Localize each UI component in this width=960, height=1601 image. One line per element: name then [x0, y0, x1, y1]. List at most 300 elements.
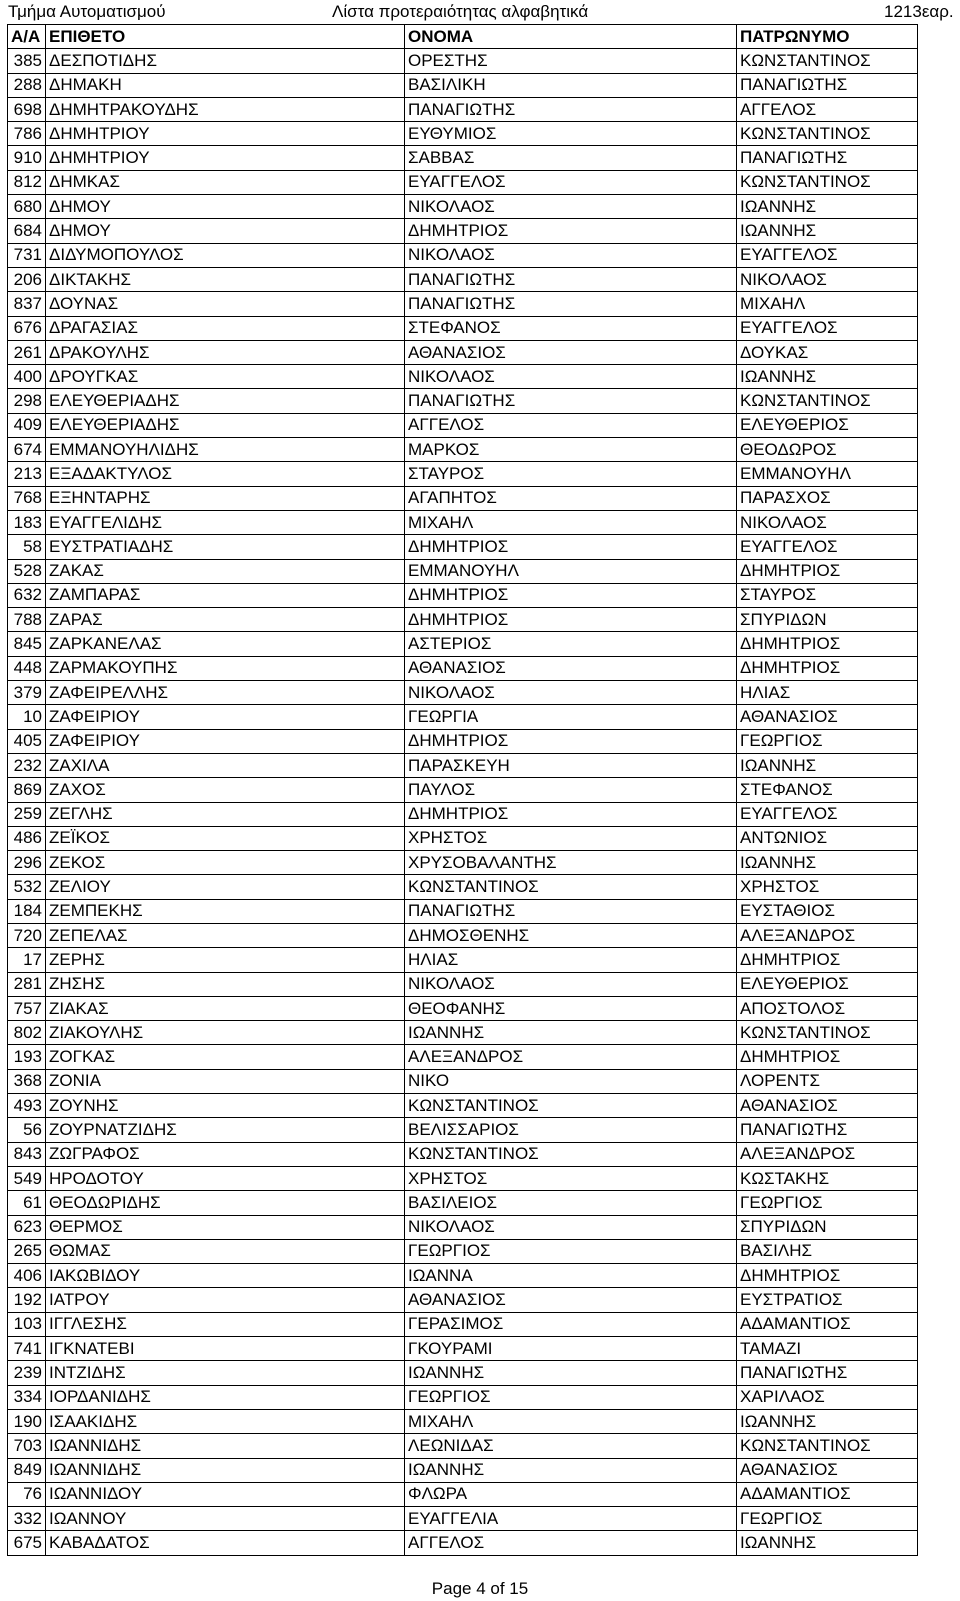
column-header-surname: ΕΠΙΘΕΤΟ	[46, 25, 405, 49]
cell-fathers-name: ΕΥΑΓΓΕΛΟΣ	[737, 243, 918, 267]
cell-name: ΒΑΣΙΛΙΚΗ	[405, 73, 737, 97]
cell-id: 76	[8, 1482, 46, 1506]
cell-fathers-name: ΧΑΡΙΛΑΟΣ	[737, 1385, 918, 1409]
cell-name: ΦΛΩΡΑ	[405, 1482, 737, 1506]
cell-surname: ΕΛΕΥΘΕΡΙΑΔΗΣ	[46, 413, 405, 437]
table-row	[8, 1215, 918, 1239]
cell-surname: ΖΑΡΑΣ	[46, 608, 405, 632]
table-row	[8, 292, 918, 316]
table-row	[8, 899, 918, 923]
cell-surname: ΔΗΜΟΥ	[46, 195, 405, 219]
cell-surname: ΘΩΜΑΣ	[46, 1239, 405, 1263]
cell-id: 409	[8, 413, 46, 437]
cell-name: ΝΙΚΟΛΑΟΣ	[405, 195, 737, 219]
cell-fathers-name: ΕΥΑΓΓΕΛΟΣ	[737, 316, 918, 340]
cell-surname: ΖΟΥΝΗΣ	[46, 1094, 405, 1118]
table-row	[8, 559, 918, 583]
cell-fathers-name: ΔΗΜΗΤΡΙΟΣ	[737, 559, 918, 583]
cell-surname: ΔΟΥΝΑΣ	[46, 292, 405, 316]
cell-id: 184	[8, 899, 46, 923]
cell-surname: ΔΗΜΑΚΗ	[46, 73, 405, 97]
cell-id: 368	[8, 1069, 46, 1093]
cell-surname: ΕΜΜΑΝΟΥΗΛΙΔΗΣ	[46, 438, 405, 462]
table-row	[8, 170, 918, 194]
table-row	[8, 340, 918, 364]
cell-name: ΚΩΝΣΤΑΝΤΙΝΟΣ	[405, 875, 737, 899]
cell-id: 190	[8, 1409, 46, 1433]
cell-surname: ΖΑΦΕΙΡΙΟΥ	[46, 705, 405, 729]
cell-id: 288	[8, 73, 46, 97]
cell-fathers-name: ΑΛΕΞΑΝΔΡΟΣ	[737, 923, 918, 947]
cell-fathers-name: ΜΙΧΑΗΛ	[737, 292, 918, 316]
cell-surname: ΖΑΦΕΙΡΙΟΥ	[46, 729, 405, 753]
cell-name: ΠΑΝΑΓΙΩΤΗΣ	[405, 97, 737, 121]
cell-surname: ΙΩΑΝΝΟΥ	[46, 1507, 405, 1531]
cell-surname: ΖΙΑΚΟΥΛΗΣ	[46, 1021, 405, 1045]
priority-list-table	[7, 24, 918, 1556]
cell-fathers-name: ΙΩΑΝΝΗΣ	[737, 1409, 918, 1433]
cell-fathers-name: ΝΙΚΟΛΑΟΣ	[737, 510, 918, 534]
cell-name: ΓΕΩΡΓΙΟΣ	[405, 1239, 737, 1263]
table-row	[8, 1069, 918, 1093]
cell-fathers-name: ΧΡΗΣΤΟΣ	[737, 875, 918, 899]
cell-name: ΕΥΘΥΜΙΟΣ	[405, 122, 737, 146]
cell-name: ΔΗΜΗΤΡΙΟΣ	[405, 802, 737, 826]
cell-id: 757	[8, 996, 46, 1020]
cell-name: ΙΩΑΝΝΗΣ	[405, 1021, 737, 1045]
cell-surname: ΔΗΜΗΤΡΙΟΥ	[46, 146, 405, 170]
cell-name: ΠΑΝΑΓΙΩΤΗΣ	[405, 292, 737, 316]
cell-fathers-name: ΓΕΩΡΓΙΟΣ	[737, 729, 918, 753]
cell-surname: ΖΕΛΙΟΥ	[46, 875, 405, 899]
table-row	[8, 195, 918, 219]
cell-fathers-name: ΕΥΑΓΓΕΛΟΣ	[737, 535, 918, 559]
cell-surname: ΔΙΚΤΑΚΗΣ	[46, 267, 405, 291]
cell-surname: ΙΣΑΑΚΙΔΗΣ	[46, 1409, 405, 1433]
cell-id: 532	[8, 875, 46, 899]
cell-name: ΑΓΓΕΛΟΣ	[405, 413, 737, 437]
document-title: Λίστα προτεραιότητας αλφαβητικά	[332, 2, 589, 21]
cell-fathers-name: ΑΝΤΩΝΙΟΣ	[737, 826, 918, 850]
cell-fathers-name: ΕΥΣΤΡΑΤΙΟΣ	[737, 1288, 918, 1312]
cell-id: 193	[8, 1045, 46, 1069]
cell-id: 731	[8, 243, 46, 267]
cell-name: ΟΡΕΣΤΗΣ	[405, 49, 737, 73]
cell-fathers-name: ΑΔΑΜΑΝΤΙΟΣ	[737, 1482, 918, 1506]
cell-name: ΓΕΩΡΓΙΟΣ	[405, 1385, 737, 1409]
table-row	[8, 1434, 918, 1458]
cell-name: ΠΑΝΑΓΙΩΤΗΣ	[405, 267, 737, 291]
cell-fathers-name: ΕΛΕΥΘΕΡΙΟΣ	[737, 413, 918, 437]
cell-fathers-name: ΣΠΥΡΙΔΩΝ	[737, 608, 918, 632]
cell-fathers-name: ΕΥΑΓΓΕΛΟΣ	[737, 802, 918, 826]
cell-id: 334	[8, 1385, 46, 1409]
table-row	[8, 1288, 918, 1312]
cell-name: ΓΕΩΡΓΙΑ	[405, 705, 737, 729]
cell-id: 528	[8, 559, 46, 583]
cell-fathers-name: ΔΗΜΗΤΡΙΟΣ	[737, 1264, 918, 1288]
cell-fathers-name: ΙΩΑΝΝΗΣ	[737, 1531, 918, 1555]
cell-name: ΑΓΑΠΗΤΟΣ	[405, 486, 737, 510]
table-row	[8, 851, 918, 875]
cell-id: 10	[8, 705, 46, 729]
table-row	[8, 1482, 918, 1506]
table-row	[8, 1531, 918, 1555]
cell-surname: ΖΕΡΗΣ	[46, 948, 405, 972]
table-body	[8, 49, 918, 1555]
cell-fathers-name: ΚΩΣΤΑΚΗΣ	[737, 1166, 918, 1190]
table-row	[8, 1312, 918, 1336]
table-row	[8, 753, 918, 777]
cell-name: ΕΥΑΓΓΕΛΟΣ	[405, 170, 737, 194]
table-row	[8, 632, 918, 656]
table-row	[8, 1166, 918, 1190]
table-row	[8, 1507, 918, 1531]
cell-name: ΓΕΡΑΣΙΜΟΣ	[405, 1312, 737, 1336]
cell-id: 676	[8, 316, 46, 340]
cell-name: ΜΑΡΚΟΣ	[405, 438, 737, 462]
cell-id: 675	[8, 1531, 46, 1555]
cell-name: ΠΑΝΑΓΙΩΤΗΣ	[405, 899, 737, 923]
cell-id: 385	[8, 49, 46, 73]
cell-surname: ΖΑΦΕΙΡΕΛΛΗΣ	[46, 681, 405, 705]
cell-name: ΙΩΑΝΝΗΣ	[405, 1458, 737, 1482]
cell-id: 869	[8, 778, 46, 802]
cell-name: ΑΘΑΝΑΣΙΟΣ	[405, 656, 737, 680]
cell-fathers-name: ΣΠΥΡΙΔΩΝ	[737, 1215, 918, 1239]
table-row	[8, 972, 918, 996]
cell-surname: ΖΑΡΚΑΝΕΛΑΣ	[46, 632, 405, 656]
cell-id: 788	[8, 608, 46, 632]
cell-fathers-name: ΣΤΕΦΑΝΟΣ	[737, 778, 918, 802]
cell-id: 332	[8, 1507, 46, 1531]
table-row	[8, 1264, 918, 1288]
table-row	[8, 1409, 918, 1433]
cell-fathers-name: ΗΛΙΑΣ	[737, 681, 918, 705]
cell-id: 703	[8, 1434, 46, 1458]
cell-name: ΘΕΟΦΑΝΗΣ	[405, 996, 737, 1020]
cell-fathers-name: ΔΗΜΗΤΡΙΟΣ	[737, 656, 918, 680]
cell-id: 206	[8, 267, 46, 291]
cell-fathers-name: ΚΩΝΣΤΑΝΤΙΝΟΣ	[737, 49, 918, 73]
cell-name: ΧΡΗΣΤΟΣ	[405, 826, 737, 850]
cell-surname: ΙΓΓΛΕΣΗΣ	[46, 1312, 405, 1336]
table-row	[8, 1191, 918, 1215]
cell-id: 56	[8, 1118, 46, 1142]
cell-id: 61	[8, 1191, 46, 1215]
table-row	[8, 802, 918, 826]
table-row	[8, 1045, 918, 1069]
cell-name: ΔΗΜΗΤΡΙΟΣ	[405, 583, 737, 607]
cell-surname: ΔΗΜΟΥ	[46, 219, 405, 243]
cell-id: 183	[8, 510, 46, 534]
cell-id: 802	[8, 1021, 46, 1045]
cell-surname: ΖΕΠΕΛΑΣ	[46, 923, 405, 947]
cell-id: 58	[8, 535, 46, 559]
cell-surname: ΕΞΑΔΑΚΤΥΛΟΣ	[46, 462, 405, 486]
cell-fathers-name: ΑΔΑΜΑΝΤΙΟΣ	[737, 1312, 918, 1336]
cell-surname: ΖΑΜΠΑΡΑΣ	[46, 583, 405, 607]
cell-surname: ΖΑΡΜΑΚΟΥΠΗΣ	[46, 656, 405, 680]
cell-id: 623	[8, 1215, 46, 1239]
cell-name: ΧΡΥΣΟΒΑΛΑΝΤΗΣ	[405, 851, 737, 875]
page-header	[0, 0, 960, 24]
cell-fathers-name: ΚΩΝΣΤΑΝΤΙΝΟΣ	[737, 170, 918, 194]
table-row	[8, 316, 918, 340]
table-row	[8, 923, 918, 947]
cell-id: 379	[8, 681, 46, 705]
cell-surname: ΖΕΓΛΗΣ	[46, 802, 405, 826]
cell-id: 281	[8, 972, 46, 996]
table-row	[8, 705, 918, 729]
table-row	[8, 1458, 918, 1482]
cell-fathers-name: ΑΠΟΣΤΟΛΟΣ	[737, 996, 918, 1020]
cell-id: 680	[8, 195, 46, 219]
table-row	[8, 73, 918, 97]
cell-name: ΝΙΚΟΛΑΟΣ	[405, 681, 737, 705]
cell-name: ΒΕΛΙΣΣΑΡΙΟΣ	[405, 1118, 737, 1142]
cell-fathers-name: ΚΩΝΣΤΑΝΤΙΝΟΣ	[737, 1434, 918, 1458]
cell-fathers-name: ΚΩΝΣΤΑΝΤΙΝΟΣ	[737, 1021, 918, 1045]
cell-name: ΓΚΟΥΡΑΜΙ	[405, 1337, 737, 1361]
cell-surname: ΙΩΑΝΝΙΔΟΥ	[46, 1482, 405, 1506]
cell-id: 103	[8, 1312, 46, 1336]
cell-fathers-name: ΒΑΣΙΛΗΣ	[737, 1239, 918, 1263]
cell-fathers-name: ΑΛΕΞΑΝΔΡΟΣ	[737, 1142, 918, 1166]
cell-fathers-name: ΘΕΟΔΩΡΟΣ	[737, 438, 918, 462]
cell-id: 213	[8, 462, 46, 486]
cell-surname: ΖΕΚΟΣ	[46, 851, 405, 875]
table-row	[8, 122, 918, 146]
table-row	[8, 1385, 918, 1409]
table-row	[8, 583, 918, 607]
cell-name: ΕΥΑΓΓΕΛΙΑ	[405, 1507, 737, 1531]
cell-name: ΠΑΝΑΓΙΩΤΗΣ	[405, 389, 737, 413]
cell-id: 400	[8, 365, 46, 389]
cell-fathers-name: ΔΗΜΗΤΡΙΟΣ	[737, 632, 918, 656]
table-row	[8, 948, 918, 972]
cell-fathers-name: ΙΩΑΝΝΗΣ	[737, 195, 918, 219]
cell-fathers-name: ΠΑΝΑΓΙΩΤΗΣ	[737, 146, 918, 170]
cell-surname: ΔΗΜΗΤΡΑΚΟΥΔΗΣ	[46, 97, 405, 121]
cell-id: 684	[8, 219, 46, 243]
table-row	[8, 267, 918, 291]
table-row	[8, 1118, 918, 1142]
cell-fathers-name: ΔΗΜΗΤΡΙΟΣ	[737, 1045, 918, 1069]
cell-surname: ΖΑΧΟΣ	[46, 778, 405, 802]
cell-name: ΚΩΝΣΤΑΝΤΙΝΟΣ	[405, 1094, 737, 1118]
cell-surname: ΘΕΡΜΟΣ	[46, 1215, 405, 1239]
table-row	[8, 535, 918, 559]
cell-name: ΕΜΜΑΝΟΥΗΛ	[405, 559, 737, 583]
cell-id: 259	[8, 802, 46, 826]
column-header-name: ΟΝΟΜΑ	[405, 25, 737, 49]
table-row	[8, 1337, 918, 1361]
cell-fathers-name: ΕΜΜΑΝΟΥΗΛ	[737, 462, 918, 486]
cell-surname: ΕΛΕΥΘΕΡΙΑΔΗΣ	[46, 389, 405, 413]
cell-surname: ΖΙΑΚΑΣ	[46, 996, 405, 1020]
cell-fathers-name: ΠΑΝΑΓΙΩΤΗΣ	[737, 1361, 918, 1385]
cell-id: 239	[8, 1361, 46, 1385]
cell-fathers-name: ΕΥΣΤΑΘΙΟΣ	[737, 899, 918, 923]
table-row	[8, 462, 918, 486]
cell-id: 486	[8, 826, 46, 850]
cell-fathers-name: ΚΩΝΣΤΑΝΤΙΝΟΣ	[737, 122, 918, 146]
cell-name: ΧΡΗΣΤΟΣ	[405, 1166, 737, 1190]
cell-name: ΚΩΝΣΤΑΝΤΙΝΟΣ	[405, 1142, 737, 1166]
cell-id: 549	[8, 1166, 46, 1190]
cell-surname: ΖΟΝΙΑ	[46, 1069, 405, 1093]
cell-fathers-name: ΑΘΑΝΑΣΙΟΣ	[737, 1458, 918, 1482]
cell-surname: ΙΟΡΔΑΝΙΔΗΣ	[46, 1385, 405, 1409]
cell-name: ΣΤΑΥΡΟΣ	[405, 462, 737, 486]
table-row	[8, 1361, 918, 1385]
cell-id: 405	[8, 729, 46, 753]
table-row	[8, 875, 918, 899]
cell-fathers-name: ΔΗΜΗΤΡΙΟΣ	[737, 948, 918, 972]
cell-name: ΑΓΓΕΛΟΣ	[405, 1531, 737, 1555]
cell-surname: ΙΑΤΡΟΥ	[46, 1288, 405, 1312]
cell-id: 786	[8, 122, 46, 146]
cell-fathers-name: ΙΩΑΝΝΗΣ	[737, 365, 918, 389]
cell-fathers-name: ΠΑΡΑΣΧΟΣ	[737, 486, 918, 510]
cell-id: 261	[8, 340, 46, 364]
page-number: Page 4 of 15	[431, 1579, 529, 1598]
cell-surname: ΔΡΟΥΓΚΑΣ	[46, 365, 405, 389]
table-row	[8, 510, 918, 534]
cell-id: 265	[8, 1239, 46, 1263]
cell-id: 845	[8, 632, 46, 656]
cell-surname: ΕΥΣΤΡΑΤΙΑΔΗΣ	[46, 535, 405, 559]
cell-surname: ΔΙΔΥΜΟΠΟΥΛΟΣ	[46, 243, 405, 267]
record-count: 1213εαρ.	[884, 2, 954, 21]
cell-surname: ΔΡΑΚΟΥΛΗΣ	[46, 340, 405, 364]
table-row	[8, 219, 918, 243]
cell-id: 674	[8, 438, 46, 462]
cell-fathers-name: ΑΘΑΝΑΣΙΟΣ	[737, 705, 918, 729]
cell-name: ΔΗΜΗΤΡΙΟΣ	[405, 535, 737, 559]
cell-name: ΠΑΡΑΣΚΕΥΗ	[405, 753, 737, 777]
table-row	[8, 389, 918, 413]
cell-surname: ΖΕΜΠΕΚΗΣ	[46, 899, 405, 923]
cell-surname: ΔΗΜΚΑΣ	[46, 170, 405, 194]
cell-surname: ΗΡΟΔΟΤΟΥ	[46, 1166, 405, 1190]
cell-id: 698	[8, 97, 46, 121]
cell-name: ΝΙΚΟΛΑΟΣ	[405, 1215, 737, 1239]
table-row	[8, 413, 918, 437]
page-footer	[0, 1578, 960, 1600]
cell-surname: ΘΕΟΔΩΡΙΔΗΣ	[46, 1191, 405, 1215]
cell-name: ΑΣΤΕΡΙΟΣ	[405, 632, 737, 656]
cell-surname: ΔΗΜΗΤΡΙΟΥ	[46, 122, 405, 146]
cell-surname: ΚΑΒΑΔΑΤΟΣ	[46, 1531, 405, 1555]
cell-name: ΛΕΩΝΙΔΑΣ	[405, 1434, 737, 1458]
table-row	[8, 1142, 918, 1166]
cell-name: ΔΗΜΗΤΡΙΟΣ	[405, 219, 737, 243]
table-row	[8, 1021, 918, 1045]
cell-fathers-name: ΑΓΓΕΛΟΣ	[737, 97, 918, 121]
cell-id: 17	[8, 948, 46, 972]
table-row	[8, 97, 918, 121]
cell-surname: ΙΝΤΖΙΔΗΣ	[46, 1361, 405, 1385]
cell-name: ΣΑΒΒΑΣ	[405, 146, 737, 170]
cell-surname: ΖΕΪΚΟΣ	[46, 826, 405, 850]
cell-id: 296	[8, 851, 46, 875]
cell-name: ΑΘΑΝΑΣΙΟΣ	[405, 1288, 737, 1312]
cell-surname: ΔΕΣΠΟΤΙΔΗΣ	[46, 49, 405, 73]
cell-name: ΙΩΑΝΝΑ	[405, 1264, 737, 1288]
table-row	[8, 681, 918, 705]
cell-id: 768	[8, 486, 46, 510]
cell-fathers-name: ΣΤΑΥΡΟΣ	[737, 583, 918, 607]
column-header-id: Α/Α	[8, 25, 46, 49]
table-row	[8, 1239, 918, 1263]
cell-fathers-name: ΚΩΝΣΤΑΝΤΙΝΟΣ	[737, 389, 918, 413]
cell-name: ΑΛΕΞΑΝΔΡΟΣ	[405, 1045, 737, 1069]
cell-surname: ΖΑΧΙΛΑ	[46, 753, 405, 777]
cell-name: ΜΙΧΑΗΛ	[405, 1409, 737, 1433]
cell-fathers-name: ΤΑΜΑΖΙ	[737, 1337, 918, 1361]
table-row	[8, 996, 918, 1020]
cell-id: 741	[8, 1337, 46, 1361]
cell-name: ΝΙΚΟΛΑΟΣ	[405, 243, 737, 267]
table-row	[8, 778, 918, 802]
cell-surname: ΖΗΣΗΣ	[46, 972, 405, 996]
cell-fathers-name: ΙΩΑΝΝΗΣ	[737, 851, 918, 875]
cell-name: ΜΙΧΑΗΛ	[405, 510, 737, 534]
cell-fathers-name: ΠΑΝΑΓΙΩΤΗΣ	[737, 73, 918, 97]
cell-surname: ΙΩΑΝΝΙΔΗΣ	[46, 1458, 405, 1482]
cell-fathers-name: ΝΙΚΟΛΑΟΣ	[737, 267, 918, 291]
table-row	[8, 729, 918, 753]
cell-id: 849	[8, 1458, 46, 1482]
cell-surname: ΖΟΓΚΑΣ	[46, 1045, 405, 1069]
table-row	[8, 608, 918, 632]
cell-name: ΝΙΚΟΛΑΟΣ	[405, 365, 737, 389]
cell-name: ΔΗΜΗΤΡΙΟΣ	[405, 729, 737, 753]
cell-name: ΗΛΙΑΣ	[405, 948, 737, 972]
cell-id: 192	[8, 1288, 46, 1312]
table-row	[8, 146, 918, 170]
column-header-fathers-name: ΠΑΤΡΩΝΥΜΟ	[737, 25, 918, 49]
cell-id: 298	[8, 389, 46, 413]
cell-id: 812	[8, 170, 46, 194]
table-header-row	[8, 25, 918, 49]
cell-name: ΝΙΚΟΛΑΟΣ	[405, 972, 737, 996]
cell-id: 232	[8, 753, 46, 777]
cell-fathers-name: ΛΟΡΕΝΤΣ	[737, 1069, 918, 1093]
cell-surname: ΙΩΑΝΝΙΔΗΣ	[46, 1434, 405, 1458]
cell-name: ΠΑΥΛΟΣ	[405, 778, 737, 802]
cell-surname: ΙΑΚΩΒΙΔΟΥ	[46, 1264, 405, 1288]
table-row	[8, 826, 918, 850]
table-row	[8, 243, 918, 267]
cell-name: ΝΙΚΟ	[405, 1069, 737, 1093]
cell-fathers-name: ΓΕΩΡΓΙΟΣ	[737, 1507, 918, 1531]
cell-name: ΙΩΑΝΝΗΣ	[405, 1361, 737, 1385]
cell-surname: ΕΥΑΓΓΕΛΙΔΗΣ	[46, 510, 405, 534]
cell-surname: ΙΓΚΝΑΤΕΒΙ	[46, 1337, 405, 1361]
cell-id: 493	[8, 1094, 46, 1118]
cell-fathers-name: ΑΘΑΝΑΣΙΟΣ	[737, 1094, 918, 1118]
cell-id: 448	[8, 656, 46, 680]
table-row	[8, 656, 918, 680]
cell-id: 843	[8, 1142, 46, 1166]
cell-surname: ΖΟΥΡΝΑΤΖΙΔΗΣ	[46, 1118, 405, 1142]
table-row	[8, 365, 918, 389]
cell-name: ΣΤΕΦΑΝΟΣ	[405, 316, 737, 340]
cell-name: ΔΗΜΟΣΘΕΝΗΣ	[405, 923, 737, 947]
